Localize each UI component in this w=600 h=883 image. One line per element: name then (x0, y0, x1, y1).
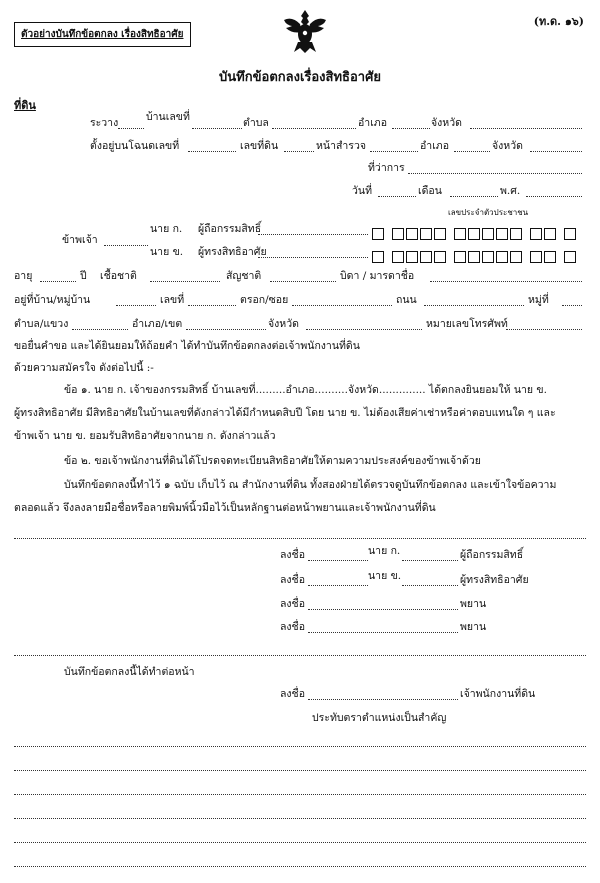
party-a-name: นาย ก. (150, 223, 183, 235)
intro-statement: ด้วยความสมัครใจ ดังต่อไปนี้ :- (14, 362, 154, 374)
province-label-p: จังหวัด (268, 318, 299, 330)
party-a-role: ผู้ถือกรรมสิทธิ์ (198, 223, 262, 235)
sign-role-a: ผู้ถือกรรมสิทธิ์ (460, 549, 524, 561)
office-label: ที่ว่าการ (368, 162, 405, 174)
year-unit: ปี (80, 270, 87, 282)
sign-label-officer: ลงชื่อ (280, 688, 305, 700)
between-label: ระวาง (90, 117, 119, 129)
party-b-id-boxes[interactable] (372, 246, 584, 265)
we-label: ข้าพเจ้า (62, 234, 98, 246)
garuda-emblem (282, 6, 328, 54)
officer-label: เจ้าพนักงานที่ดิน (460, 688, 536, 700)
form-code: (ท.ด. ๑๖) (533, 15, 584, 28)
sign-label-a: ลงชื่อ (280, 549, 305, 561)
section-heading: ที่ดิน (14, 99, 36, 112)
closing-line-2: ตลอดแล้ว จึงลงลายมือชื่อหรือลายพิมพ์นิ้วมือไว้เป็นหลักฐานต่อหน้าพยานและเจ้าพนักงานที่ดิน (14, 502, 436, 514)
road-label: ถนน (396, 294, 417, 306)
party-b-role: ผู้ทรงสิทธิอาศัย (198, 246, 267, 258)
province-label-2: จังหวัด (492, 140, 523, 152)
sign-role-b: ผู้ทรงสิทธิอาศัย (460, 574, 529, 586)
parcel-no-label: เลขที่ดิน (240, 140, 279, 152)
made-before-label: บันทึกข้อตกลงนี้ได้ทำต่อหน้า (64, 666, 195, 678)
district-label-p: อำเภอ/เขต (132, 318, 183, 330)
phone-label: หมายเลขโทรศัพท์ (426, 318, 508, 330)
sign-label-witness-2: ลงชื่อ (280, 621, 305, 633)
located-on-label: ตั้งอยู่บนโฉนดเลขที่ (90, 140, 180, 152)
residence-label: อยู่ที่บ้าน/หมู่บ้าน (14, 294, 91, 306)
province-label: จังหวัด (431, 117, 462, 129)
sign-label-witness-1: ลงชื่อ (280, 598, 305, 610)
month-label: เดือน (418, 185, 442, 197)
seal-note: ประทับตราตำแหน่งเป็นสำคัญ (312, 712, 447, 724)
clause-2: ข้อ ๒. ขอเจ้าพนักงานที่ดินได้โปรดจดทะเบียนสิทธิอาศัยให้ตามความประสงค์ของข้าพเจ้าด้วย (64, 455, 481, 467)
party-b-name: นาย ข. (150, 246, 184, 258)
district-label: อำเภอ (358, 117, 388, 129)
witness-2-label: พยาน (460, 621, 487, 633)
id-number-label: เลขประจำตัวประชาชน (448, 208, 529, 217)
sign-name-b: นาย ข. (368, 570, 402, 582)
alley-label: ตรอก/ซอย (240, 294, 289, 306)
document-title: บันทึกข้อตกลงเรื่องสิทธิอาศัย (219, 70, 381, 85)
house-no-label: บ้านเลขที่ (146, 111, 190, 123)
race-label: เชื้อชาติ (100, 270, 137, 282)
moo-label: หมู่ที่ (528, 294, 549, 306)
no-label: เลขที่ (160, 294, 185, 306)
nationality-label: สัญชาติ (226, 270, 262, 282)
request-statement: ขอยื่นคำขอ และได้ยินยอมให้ถ้อยคำ ได้ทำบันทึกข้อตกลงต่อเจ้าพนักงานที่ดิน (14, 340, 360, 352)
closing-line-1: บันทึกข้อตกลงนี้ทำไว้ ๑ ฉบับ เก็บไว้ ณ สำนักงานที่ดิน ทั้งสองฝ่ายได้ตรวจดูบันทึกข้อตกลง และเข้าใจข้อความ (64, 479, 557, 491)
clause-1-line-1: ข้อ ๑. นาย ก. เจ้าของกรรมสิทธิ์ บ้านเลขที่.........อำเภอ..........จังหวัด.............. ได้ตกลงยินยอมให้ นาย ข. (64, 384, 547, 396)
parent-label: บิดา / มารดาชื่อ (340, 270, 415, 282)
example-label: ตัวอย่างบันทึกข้อตกลง เรื่องสิทธิอาศัย (14, 22, 191, 47)
party-a-id-boxes[interactable] (372, 223, 584, 242)
subdistrict-label: ตำบล (243, 117, 269, 129)
date-label: วันที่ (352, 185, 372, 197)
sign-label-b: ลงชื่อ (280, 574, 305, 586)
survey-page-label: หน้าสำรวจ (316, 140, 366, 152)
district-label-2: อำเภอ (420, 140, 450, 152)
age-label: อายุ (14, 270, 33, 282)
subdistrict-label-p: ตำบล/แขวง (14, 318, 69, 330)
clause-1-line-2: ผู้ทรงสิทธิอาศัย มีสิทธิอาศัยในบ้านเลขที่ดังกล่าวได้มีกำหนดสิบปี โดย นาย ข. ไม่ต้องเสียค่าเช่าหรือค่าตอบแทนใด ๆ และ (14, 407, 556, 419)
clause-1-line-3: ข้าพเจ้า นาย ข. ยอมรับสิทธิอาศัยจากนาย ก. ดังกล่าวแล้ว (14, 430, 276, 442)
witness-1-label: พยาน (460, 598, 487, 610)
year-label: พ.ศ. (500, 185, 521, 197)
sign-name-a: นาย ก. (368, 545, 401, 557)
